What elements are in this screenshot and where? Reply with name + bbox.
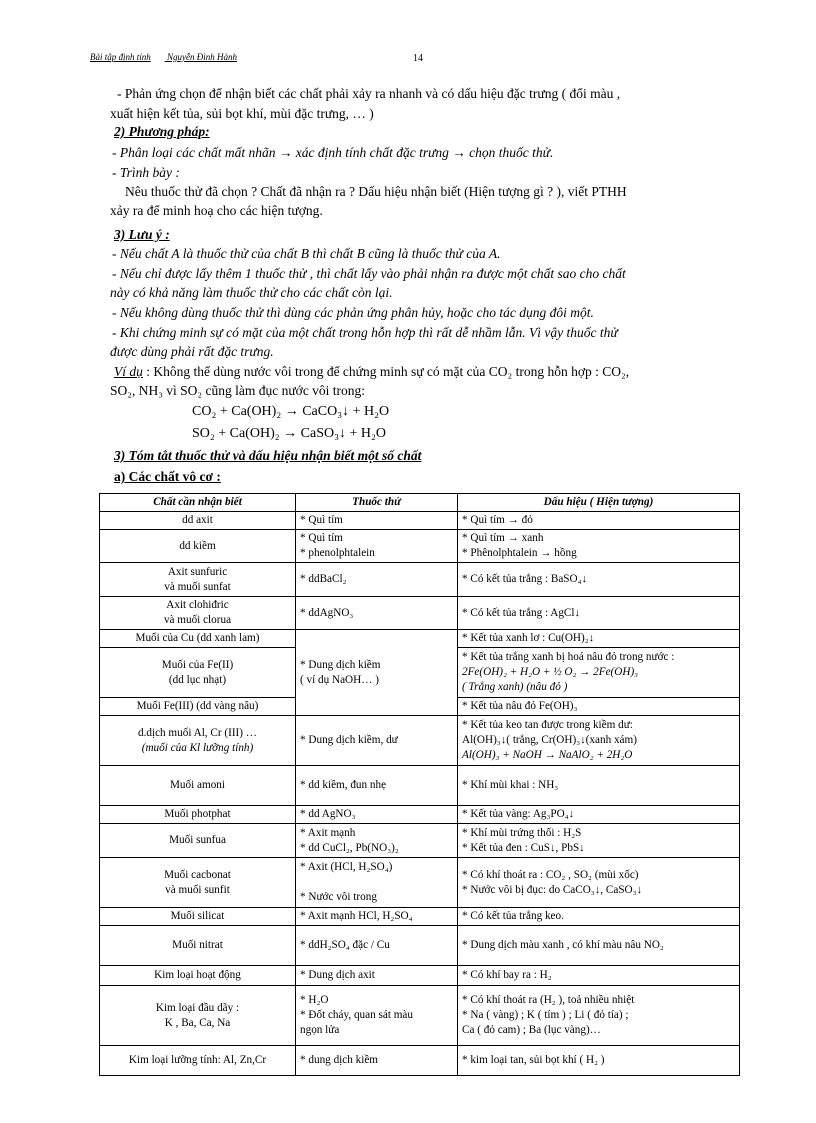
reagent-cell: * ddH₂SO₄ đặc / Cu [296,926,458,966]
substance-cell: dd axit [100,512,296,530]
page-bottom-margin [0,1083,816,1123]
table-row [100,858,740,908]
sign-cell: * Có kết tủa trắng : BaSO₄↓ [458,563,740,597]
reagent-cell: * Dung dịch kiềm, dư [296,716,458,766]
reagent-cell: * dd AgNO₃ [296,806,458,824]
note-line-2: - Nếu chỉ được lấy thêm 1 thuốc thử , thì chất lấy vào phải nhận ra được một chất sao cho chất [112,266,626,281]
substance-cell: Muối photphat [100,806,296,824]
table-row [100,630,740,648]
sign-cell: * Dung dịch màu xanh , có khí màu nâu NO₂ [458,926,740,966]
table-row [100,530,740,563]
method-line-1: - Phân loại các chất mất nhãn → xác định tính chất đặc trưng → chọn thuốc thử. [112,145,554,160]
table-row [100,766,740,806]
reagent-cell: * Axit mạnh * dd CuCl₂, Pb(NO₃)₂ [296,824,458,858]
equation-so2: SO₂ + Ca(OH)₂ → CaSO₃↓ + H₂O [192,426,386,441]
substance-cell: Muối sunfua [100,824,296,858]
example-line-2: SO₂, NH₃ vì SO₂ cũng làm đục nước vôi trong: [110,383,366,398]
substance-cell: Muối của Fe(II) (dd lục nhạt) [100,648,296,698]
sign-cell: * kim loại tan, sủi bọt khí ( H₂ ) [458,1046,740,1076]
reagent-cell: * Quì tím * phenolphtalein [296,530,458,563]
sign-cell: * Có khí bay ra : H₂ [458,966,740,986]
substance-cell: Muối nitrat [100,926,296,966]
sign-cell: * Kết tủa vàng: Ag₃PO₄↓ [458,806,740,824]
table-row [100,563,740,597]
method-line-3: Nêu thuốc thử đã chọn ? Chất đã nhận ra ? Dấu hiệu nhận biết (Hiện tượng gì ? ), viết PTHH [125,184,627,199]
section-note-title: 3) Lưu ý : [114,227,170,242]
table-row [100,966,740,986]
table-header-row [100,494,740,512]
table-row [100,512,740,530]
table-row [100,806,740,824]
reagent-cell: * ddAgNO₃ [296,597,458,630]
substance-cell: d.dịch muối Al, Cr (III) … (muối của Kl lưỡng tính) [100,716,296,766]
table-row [100,926,740,966]
sign-cell: * Kết tủa xanh lơ : Cu(OH)₂↓ [458,630,740,648]
equation-co2: CO₂ + Ca(OH)₂ → CaCO₃↓ + H₂O [192,404,390,419]
reagent-table [99,493,740,1076]
reagent-cell: * Dung dịch kiềm ( ví dụ NaOH… ) [296,630,458,716]
reagent-cell: * Quì tím [296,512,458,530]
reagent-cell: * ddBaCl₂ [296,563,458,597]
substance-cell: Kim loại lưỡng tính: Al, Zn,Cr [100,1046,296,1076]
method-line-2: - Trình bày : [112,165,180,180]
section-method-title: 2) Phương pháp: [114,124,210,139]
page-header-left [90,52,251,62]
table-header-substance: Chất cần nhận biết [100,494,296,512]
note-line-5: - Khi chứng minh sự có mặt của một chất trong hỗn hợp thì rất dễ nhầm lẫn. Vì vậy thuốc thử [112,325,618,340]
substance-cell: Muối của Cu (dd xanh lam) [100,630,296,648]
table-header-sign: Dấu hiệu ( Hiện tượng) [458,494,740,512]
example-text-1: : Không thể dùng nước vôi trong để chứng minh sự có mặt của CO₂ trong hỗn hợp : CO₂, [146,364,630,379]
reagent-cell: * dd kiềm, đun nhẹ [296,766,458,806]
note-line-6: được dùng phải rất đặc trưng. [110,344,274,359]
table-row [100,824,740,858]
page-number: 14 [413,53,423,64]
sign-cell: * Kết tủa trắng xanh bị hoá nâu đỏ trong nước : 2Fe(OH)₂ + H₂O + ½ O₂ → 2Fe(OH)₃ ( Trắng xanh) (nâu đỏ ) [458,648,740,698]
intro-line-1: - Phản ứng chọn để nhận biết các chất phải xảy ra nhanh và có dấu hiệu đặc trưng ( đổi màu , [117,86,621,101]
note-line-3: này có khả năng làm thuốc thử cho các chất còn lại. [110,285,393,300]
substance-cell: Muối cacbonat và muối sunfit [100,858,296,908]
substance-cell: Kim loại đầu dãy : K , Ba, Ca, Na [100,986,296,1046]
substance-cell: Kim loại hoạt động [100,966,296,986]
reagent-cell: * Axit (HCl, H₂SO₄) * Nước vôi trong [296,858,458,908]
table-row [100,597,740,630]
substance-cell: Axit clohiđric và muối clorua [100,597,296,630]
header-subject: Bài tập định tính [90,52,151,62]
reagent-cell: * Axit mạnh HCl, H₂SO₄ [296,908,458,926]
example-line-1 [114,364,629,380]
substance-cell: Muối silicat [100,908,296,926]
example-label: Ví dụ [114,364,143,379]
table-row [100,716,740,766]
sign-cell: * Có khí thoát ra (H₂ ), toả nhiều nhiệt * Na ( vàng) ; K ( tím ) ; Li ( đỏ tía) ; Ca ( đỏ cam) ; Ba (lục vàng)… [458,986,740,1046]
sign-cell: * Có khí thoát ra : CO₂ , SO₂ (mùi xốc) * Nước vôi bị đục: do CaCO₃↓, CaSO₃↓ [458,858,740,908]
intro-line-2: xuất hiện kết tủa, sủi bọt khí, mùi đặc trưng, … ) [110,106,374,121]
sign-cell: * Có kết tủa trắng : AgCl↓ [458,597,740,630]
substance-cell: Muối Fe(III) (dd vàng nâu) [100,698,296,716]
reagent-cell: * H₂O * Đốt cháy, quan sát màu ngọn lửa [296,986,458,1046]
substance-cell: Axit sunfuric và muối sunfat [100,563,296,597]
method-line-4: xảy ra để minh hoạ cho các hiện tượng. [110,203,323,218]
note-line-1: - Nếu chất A là thuốc thử của chất B thì chất B cũng là thuốc thử của A. [112,246,501,261]
substance-cell: Muối amoni [100,766,296,806]
sign-cell: * Quì tím → đỏ [458,512,740,530]
reagent-cell: * Dung dịch axit [296,966,458,986]
sign-cell: * Kết tủa keo tan được trong kiềm dư: Al(OH)₃↓( trắng, Cr(OH)₃↓(xanh xám) Al(OH)₃ + NaOH → NaAlO₂ + 2H₂O [458,716,740,766]
section-inorganic-subtitle: a) Các chất vô cơ : [114,469,221,484]
sign-cell: * Kết tủa nâu đỏ Fe(OH)₃ [458,698,740,716]
table-row [100,986,740,1046]
sign-cell: * Có kết tủa trắng keo. [458,908,740,926]
sign-cell: * Khí mùi trứng thối : H₂S * Kết tủa đen : CuS↓, PbS↓ [458,824,740,858]
substance-cell: dd kiềm [100,530,296,563]
note-line-4: - Nếu không dùng thuốc thử thì dùng các phản ứng phân hủy, hoặc cho tác dụng đôi một. [112,305,594,320]
table-row [100,1046,740,1076]
reagent-cell: * dung dịch kiềm [296,1046,458,1076]
sign-cell: * Khí mùi khai : NH₃ [458,766,740,806]
section-summary-title: 3) Tóm tắt thuốc thử và dấu hiệu nhận biết một số chất [114,448,422,463]
table-row [100,908,740,926]
table-header-reagent: Thuốc thử [296,494,458,512]
sign-cell: * Quì tím → xanh * Phênolphtalein → hồng [458,530,740,563]
header-author: Nguyễn Đình Hành [167,52,237,62]
